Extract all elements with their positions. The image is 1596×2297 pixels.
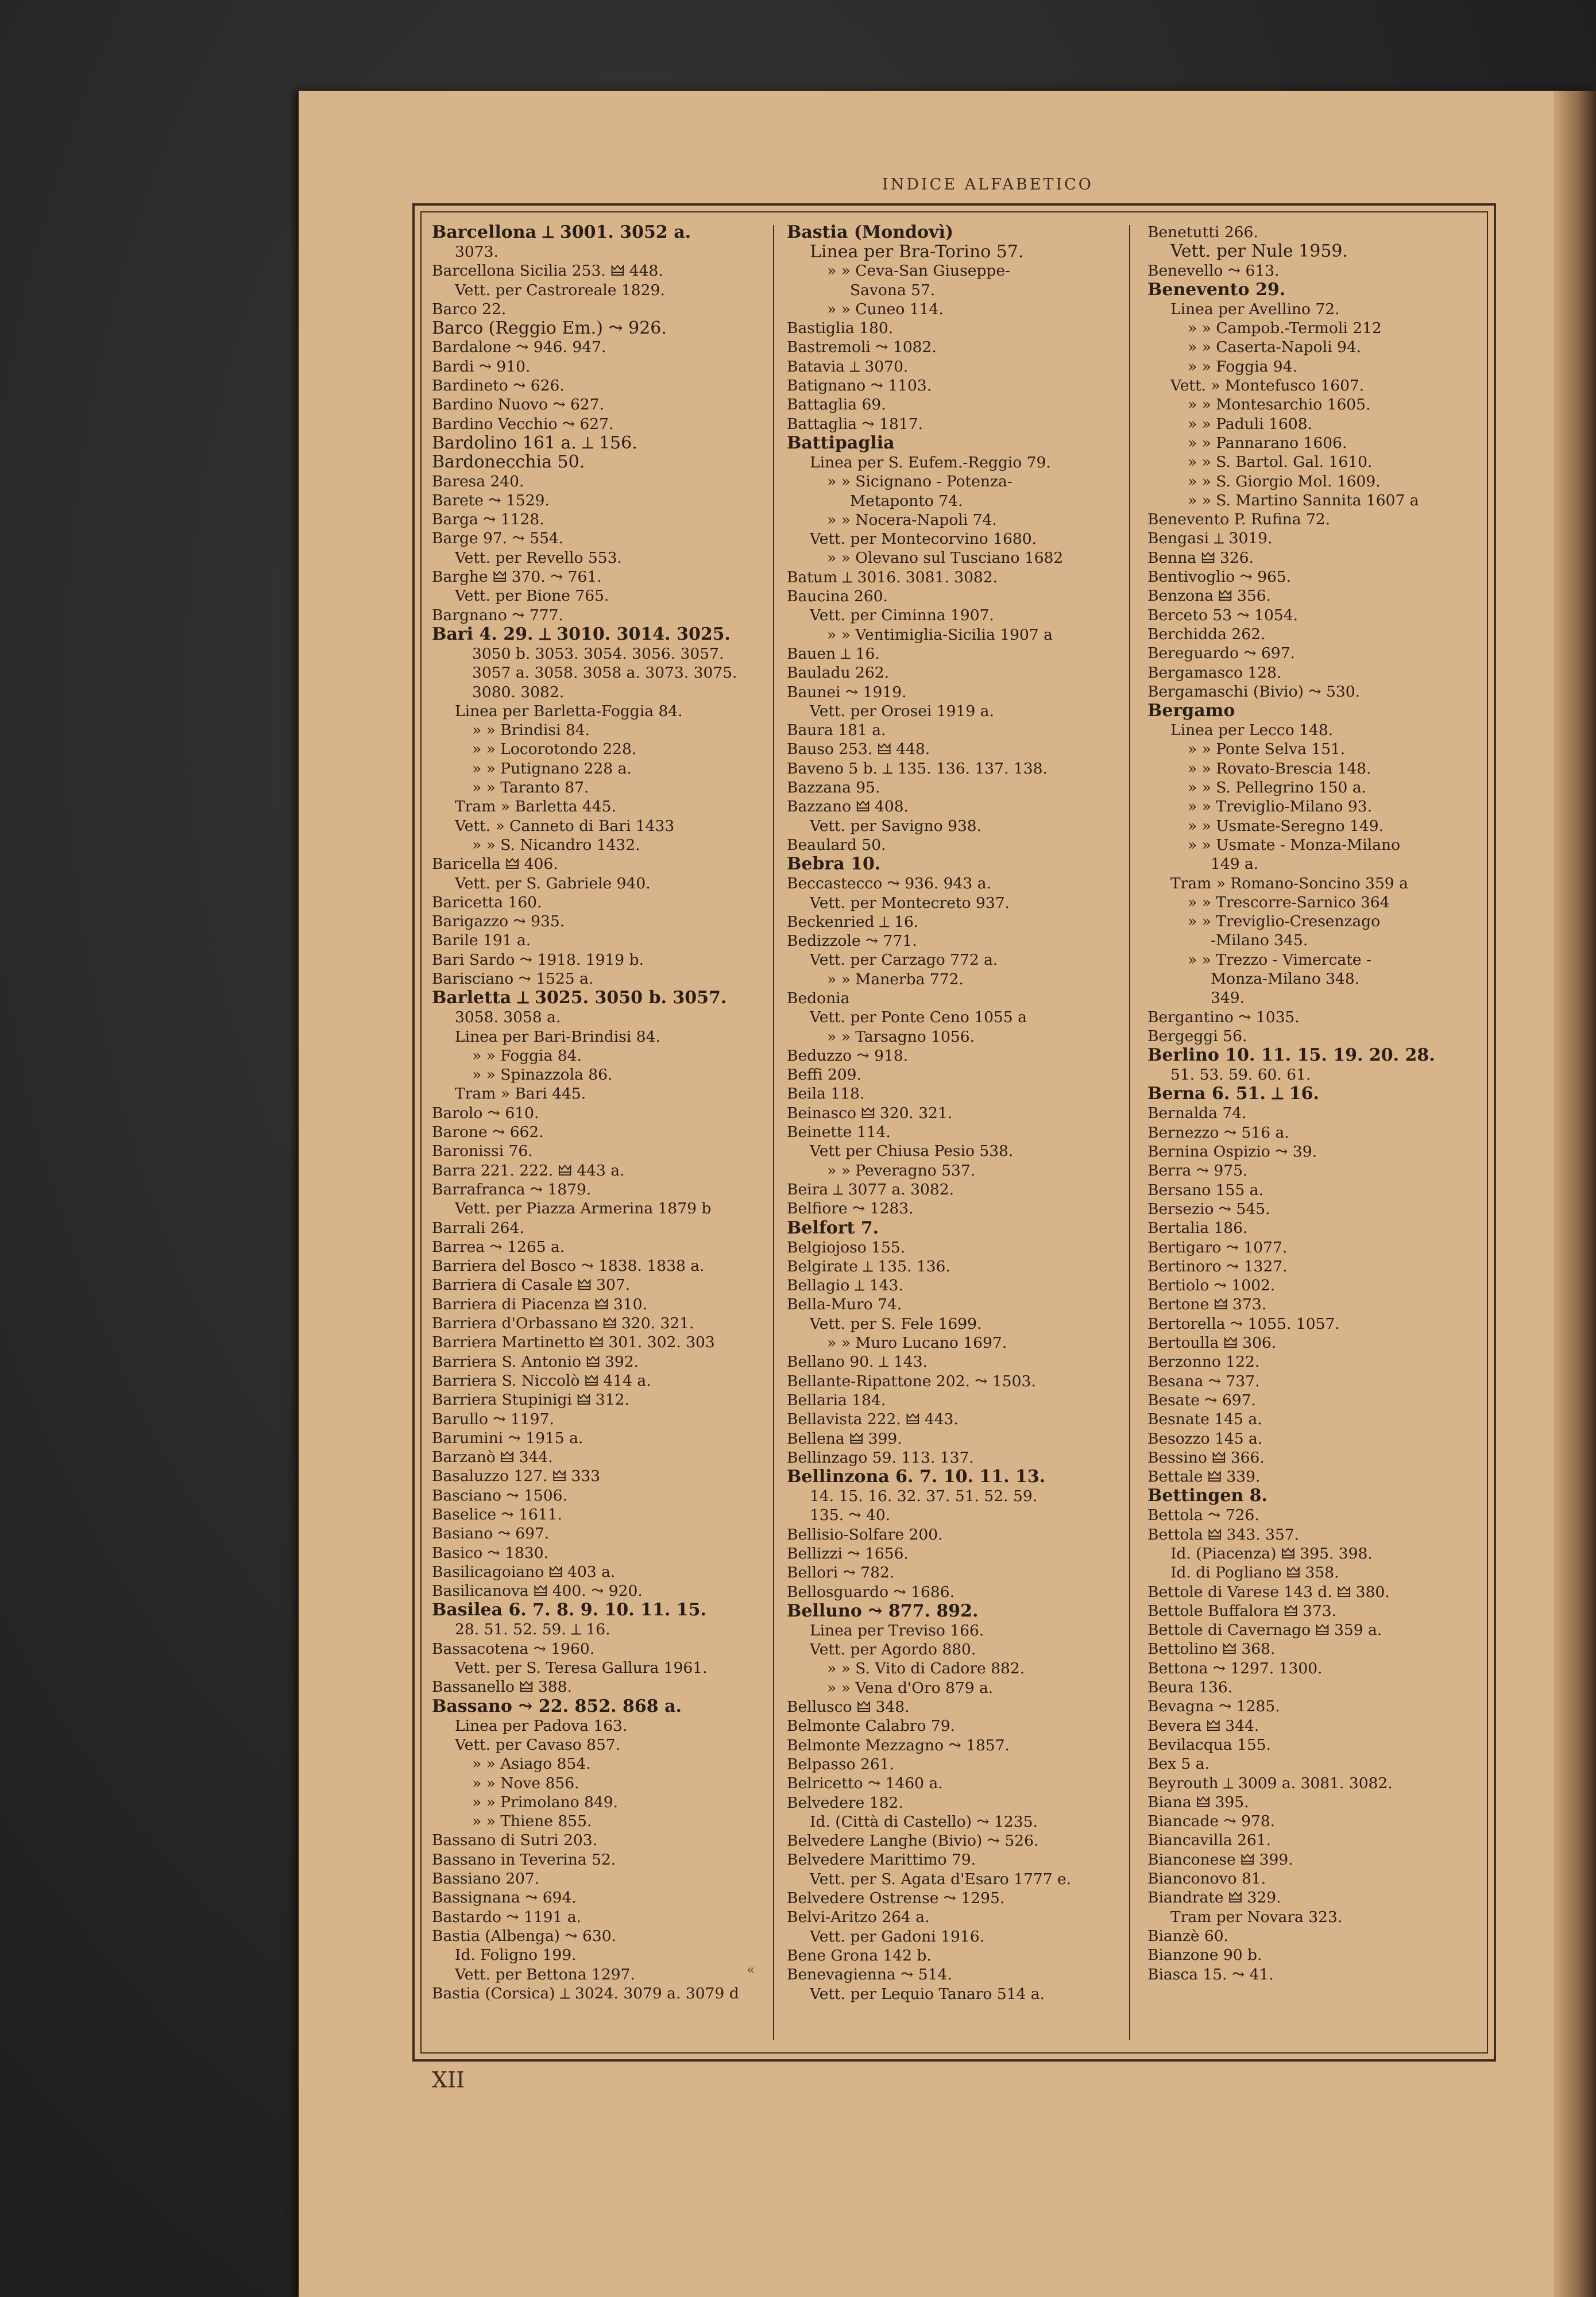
- index-entry: Bevera 🜲 344.: [1147, 1716, 1259, 1735]
- index-entry: Vett. per S. Fele 1699.: [810, 1314, 982, 1333]
- index-entry: Belgirate ⟂ 135. 136.: [787, 1257, 950, 1275]
- index-entry: Battaglia 69.: [787, 396, 886, 414]
- index-entry: Basico ⤳ 1830.: [432, 1544, 549, 1562]
- index-entry: Id. (Città di Castello) ⤳ 1235.: [810, 1812, 1038, 1831]
- index-entry: Vett. per S. Teresa Gallura 1961.: [455, 1659, 708, 1677]
- index-entry: Bauladu 262.: [787, 664, 890, 682]
- index-entry: » » S. Pellegrino 150 a.: [1188, 779, 1367, 797]
- index-entry: » » Primolano 849.: [472, 1793, 619, 1811]
- index-entry: Bersano 155 a.: [1147, 1181, 1263, 1199]
- index-entry: Bassano ⤳ 22. 852. 868 a.: [432, 1696, 682, 1716]
- index-entry: Vett. per Gadoni 1916.: [810, 1927, 984, 1946]
- index-entry: Vett. per S. Gabriele 940.: [455, 874, 651, 892]
- index-entry: Vett. per Montecreto 937.: [810, 894, 1010, 912]
- index-entry: Belricetto ⤳ 1460 a.: [787, 1774, 943, 1793]
- index-entry: Beccastecco ⤳ 936. 943 a.: [787, 875, 991, 893]
- index-entry: » » Ponte Selva 151.: [1188, 740, 1346, 759]
- index-entry: Baresa 240.: [432, 472, 524, 490]
- index-entry: » » Foggia 84.: [472, 1046, 582, 1065]
- index-entry: Baura 181 a.: [787, 721, 886, 740]
- index-entry: Barigazzo ⤳ 935.: [432, 912, 565, 931]
- index-entry: Besnate 145 a.: [1147, 1410, 1262, 1429]
- index-entry: Basilicagoiano 🜲 403 a.: [432, 1563, 616, 1581]
- index-entry: » » Brindisi 84.: [472, 721, 590, 740]
- index-entry: Biandrate 🜲 329.: [1147, 1889, 1281, 1907]
- index-entry: » » Montesarchio 1605.: [1188, 396, 1371, 414]
- index-entry: Berlino 10. 11. 15. 19. 20. 28.: [1147, 1045, 1435, 1066]
- index-entry: Bettole di Cavernago 🜲 359 a.: [1147, 1621, 1382, 1639]
- index-column-2: [787, 223, 1122, 2037]
- index-entry: Linea per Bra-Torino 57.: [810, 242, 1024, 262]
- index-entry: Besana ⤳ 737.: [1147, 1372, 1260, 1390]
- index-entry: » » Olevano sul Tusciano 1682: [827, 549, 1064, 567]
- index-entry: Vett. » Montefusco 1607.: [1170, 377, 1365, 395]
- index-entry: Bereguardo ⤳ 697.: [1147, 644, 1295, 663]
- index-entry: Vett. per Castroreale 1829.: [455, 281, 665, 299]
- index-entry: Linea per Avellino 72.: [1170, 300, 1340, 318]
- index-entry: Bertoulla 🜲 306.: [1147, 1334, 1277, 1352]
- index-entry: Berchidda 262.: [1147, 625, 1266, 643]
- index-entry: Barone ⤳ 662.: [432, 1123, 544, 1142]
- index-entry: Bellano 90. ⟂ 143.: [787, 1353, 928, 1371]
- index-entry: Bertiolo ⤳ 1002.: [1147, 1277, 1276, 1295]
- index-entry: Basciano ⤳ 1506.: [432, 1486, 567, 1505]
- index-entry: Barcellona ⟂ 3001. 3052 a.: [432, 223, 691, 242]
- index-entry: 149 a.: [1211, 855, 1259, 873]
- index-entry: Benzona 🜲 356.: [1147, 587, 1271, 605]
- index-entry: Bellavista 222. 🜲 443.: [787, 1410, 959, 1429]
- index-entry: Bersezio ⤳ 545.: [1147, 1200, 1270, 1218]
- index-entry: Beinasco 🜲 320. 321.: [787, 1104, 953, 1122]
- index-entry: Vett. per Savigno 938.: [810, 817, 982, 835]
- index-entry: Bassano di Sutri 203.: [432, 1831, 598, 1850]
- index-entry: Bianzè 60.: [1147, 1927, 1229, 1945]
- index-entry: Berzonno 122.: [1147, 1353, 1260, 1371]
- index-entry: Bella-Muro 74.: [787, 1296, 902, 1314]
- index-entry: » » S. Vito di Cadore 882.: [827, 1660, 1025, 1678]
- index-entry: Barete ⤳ 1529.: [432, 491, 550, 509]
- index-entry: Belmonte Calabro 79.: [787, 1717, 956, 1735]
- index-entry: Bessino 🜲 366.: [1147, 1448, 1265, 1467]
- index-entry: Bengasi ⟂ 3019.: [1147, 529, 1273, 548]
- index-entry: Vett. per Lequio Tanaro 514 a.: [810, 1985, 1045, 2003]
- index-entry: Bettona ⤳ 1297. 1300.: [1147, 1659, 1323, 1677]
- index-entry: Bargnano ⤳ 777.: [432, 606, 563, 624]
- index-entry: Barriera S. Antonio 🜲 392.: [432, 1352, 639, 1371]
- index-entry: » » Thiene 855.: [472, 1812, 592, 1831]
- index-entry: Berra ⤳ 975.: [1147, 1162, 1248, 1180]
- index-entry: Bassano in Teverina 52.: [432, 1850, 616, 1869]
- index-entry: Bellena 🜲 399.: [787, 1429, 902, 1448]
- index-entry: Biana 🜲 395.: [1147, 1793, 1249, 1811]
- index-entry: Besozzo 145 a.: [1147, 1429, 1263, 1448]
- index-entry: Bettola 🜲 343. 357.: [1147, 1525, 1300, 1544]
- index-entry: » » Ventimiglia-Sicilia 1907 a: [827, 625, 1053, 644]
- column-rule: [1129, 225, 1130, 2040]
- index-entry: Bellisio-Solfare 200.: [787, 1525, 943, 1544]
- index-entry: Bertigaro ⤳ 1077.: [1147, 1238, 1288, 1256]
- index-column-3: [1147, 223, 1479, 2037]
- index-entry: Bettole di Varese 143 d. 🜲 380.: [1147, 1583, 1390, 1601]
- index-entry: » » S. Martino Sannita 1607 a: [1188, 491, 1419, 509]
- index-entry: Bastremoli ⤳ 1082.: [787, 338, 937, 357]
- index-entry: » » S. Nicandro 1432.: [472, 836, 640, 854]
- index-entry: Vett. per Cavaso 857.: [455, 1735, 621, 1754]
- index-entry: Barile 191 a.: [432, 931, 531, 950]
- index-entry: Belpasso 261.: [787, 1755, 894, 1773]
- index-entry: -Milano 345.: [1211, 931, 1308, 950]
- index-column-1: [432, 223, 764, 2037]
- index-entry: Bardonecchia 50.: [432, 452, 585, 473]
- index-entry: » » Peveragno 537.: [827, 1161, 976, 1180]
- index-entry: Battaglia ⤳ 1817.: [787, 415, 923, 433]
- index-entry: Belvedere Marittimo 79.: [787, 1851, 976, 1869]
- index-entry: Basiano ⤳ 697.: [432, 1525, 550, 1543]
- index-entry: Vett. per Bione 765.: [455, 587, 609, 605]
- index-entry: Bardino Nuovo ⤳ 627.: [432, 396, 605, 414]
- index-entry: 3073.: [455, 243, 498, 261]
- index-entry: Bazzano 🜲 408.: [787, 798, 909, 816]
- index-entry: Barumini ⤳ 1915 a.: [432, 1429, 583, 1447]
- index-entry: Bettola ⤳ 726.: [1147, 1506, 1259, 1525]
- index-entry: Batum ⟂ 3016. 3081. 3082.: [787, 568, 998, 586]
- index-entry: Bentivoglio ⤳ 965.: [1147, 568, 1292, 586]
- index-entry: Barriera del Bosco ⤳ 1838. 1838 a.: [432, 1257, 705, 1275]
- index-entry: Bernalda 74.: [1147, 1104, 1247, 1123]
- index-entry: » » Campob.-Termoli 212: [1188, 319, 1382, 338]
- index-entry: Bernina Ospizio ⤳ 39.: [1147, 1143, 1317, 1161]
- index-entry: 349.: [1211, 989, 1245, 1007]
- index-entry: Vett. per Carzago 772 a.: [810, 951, 998, 969]
- index-entry: » » Spinazzola 86.: [472, 1066, 613, 1084]
- index-entry: Berceto 53 ⤳ 1054.: [1147, 606, 1299, 624]
- index-entry: Bettolino 🜲 368.: [1147, 1640, 1276, 1658]
- index-entry: Bauen ⟂ 16.: [787, 644, 880, 663]
- index-entry: Biancavilla 261.: [1147, 1831, 1272, 1850]
- index-entry: » » Ceva-San Giuseppe-: [827, 262, 1010, 280]
- index-entry: Biancade ⤳ 978.: [1147, 1812, 1276, 1831]
- index-entry: Besate ⤳ 697.: [1147, 1391, 1256, 1409]
- index-entry: Barriera di Casale 🜲 307.: [432, 1276, 631, 1294]
- index-entry: Belvedere Ostrense ⤳ 1295.: [787, 1889, 1005, 1908]
- index-entry: Vett. per Ciminna 1907.: [810, 606, 994, 625]
- index-entry: 3080. 3082.: [472, 683, 565, 701]
- index-entry: Bergamasco 128.: [1147, 663, 1282, 682]
- index-entry: Bastia (Corsica) ⟂ 3024. 3079 a. 3079 d: [432, 1984, 739, 2002]
- index-entry: » » Locorotondo 228.: [472, 740, 637, 759]
- index-entry: » » Tarsagno 1056.: [827, 1027, 975, 1046]
- index-entry: » » Caserta-Napoli 94.: [1188, 338, 1362, 357]
- index-entry: Vett. per S. Agata d'Esaro 1777 e.: [810, 1870, 1072, 1888]
- index-entry: Bene Grona 142 b.: [787, 1946, 932, 1965]
- index-entry: » » Pannarano 1606.: [1188, 434, 1347, 452]
- index-entry: Barolo ⤳ 610.: [432, 1104, 539, 1122]
- index-entry: » » Manerba 772.: [827, 970, 964, 988]
- index-entry: Beira ⟂ 3077 a. 3082.: [787, 1180, 954, 1198]
- index-entry: Bianzone 90 b.: [1147, 1946, 1262, 1965]
- index-entry: Benevento P. Rufina 72.: [1147, 511, 1331, 529]
- index-entry: Barghe 🜲 370. ⤳ 761.: [432, 568, 602, 586]
- index-entry: 51. 53. 59. 60. 61.: [1170, 1066, 1311, 1084]
- index-entry: Bevagna ⤳ 1285.: [1147, 1697, 1280, 1716]
- index-entry: Bellusco 🜲 348.: [787, 1698, 910, 1716]
- index-entry: Baricetta 160.: [432, 893, 542, 911]
- index-entry: 28. 51. 52. 59. ⟂ 16.: [455, 1621, 610, 1639]
- index-entry: Bertone 🜲 373.: [1147, 1296, 1267, 1314]
- index-entry: Barzanò 🜲 344.: [432, 1448, 553, 1467]
- index-entry: Bardino Vecchio ⤳ 627.: [432, 415, 614, 433]
- index-entry: Bassanello 🜲 388.: [432, 1678, 572, 1696]
- index-entry: » » Trezzo - Vimercate -: [1188, 950, 1371, 969]
- index-entry: Belvedere 182.: [787, 1793, 903, 1812]
- index-entry: Bertorella ⤳ 1055. 1057.: [1147, 1314, 1340, 1333]
- index-entry: Vett. per Montecorvino 1680.: [810, 530, 1037, 548]
- index-entry: » » Vena d'Oro 879 a.: [827, 1679, 994, 1697]
- index-entry: Bellizzi ⤳ 1656.: [787, 1545, 909, 1563]
- index-entry: Bex 5 a.: [1147, 1755, 1210, 1773]
- index-entry: Berna 6. 51. ⟂ 16.: [1147, 1084, 1319, 1104]
- index-entry: Benevello ⤳ 613.: [1147, 261, 1280, 280]
- index-entry: » » Usmate-Seregno 149.: [1188, 817, 1384, 835]
- index-entry: » » Rovato-Brescia 148.: [1188, 759, 1371, 778]
- index-entry: 3057 a. 3058. 3058 a. 3073. 3075.: [472, 664, 737, 682]
- index-entry: Bergamo: [1147, 701, 1235, 721]
- index-entry: Benetutti 266.: [1147, 223, 1258, 241]
- index-entry: Batignano ⤳ 1103.: [787, 377, 932, 395]
- index-entry: » » S. Giorgio Mol. 1609.: [1188, 472, 1381, 490]
- index-entry: 135. ⤳ 40.: [810, 1506, 891, 1525]
- index-entry: » » Putignano 228 a.: [472, 759, 632, 778]
- index-entry: Barisciano ⤳ 1525 a.: [432, 969, 594, 988]
- index-entry: Bardineto ⤳ 626.: [432, 377, 565, 395]
- index-entry: Belvedere Langhe (Bivio) ⤳ 526.: [787, 1832, 1039, 1850]
- index-entry: » » Nocera-Napoli 74.: [827, 511, 997, 529]
- index-entry: Belfiore ⤳ 1283.: [787, 1200, 914, 1218]
- index-entry: Baselice ⤳ 1611.: [432, 1506, 562, 1523]
- index-entry: Batavia ⟂ 3070.: [787, 357, 909, 376]
- index-entry: Bellosguardo ⤳ 1686.: [787, 1583, 954, 1601]
- index-entry: Bellori ⤳ 782.: [787, 1564, 895, 1582]
- index-entry: Belgiojoso 155.: [787, 1238, 906, 1256]
- index-entry: Barra 221. 222. 🜲 443 a.: [432, 1161, 625, 1180]
- index-entry: » » Usmate - Monza-Milano: [1188, 836, 1401, 854]
- index-entry: Basilicanova 🜲 400. ⤳ 920.: [432, 1582, 643, 1600]
- index-entry: Barcellona Sicilia 253. 🜲 448.: [432, 262, 663, 280]
- index-entry: Belfort 7.: [787, 1217, 879, 1238]
- index-entry: Bastia (Albenga) ⤳ 630.: [432, 1927, 617, 1945]
- index-entry: Linea per Padova 163.: [455, 1716, 628, 1735]
- index-entry: » » Asiago 854.: [472, 1755, 591, 1773]
- index-entry: Id. (Piacenza) 🜲 395. 398.: [1170, 1545, 1373, 1563]
- index-entry: Bergantino ⤳ 1035.: [1147, 1008, 1300, 1026]
- index-entry: Barge 97. ⤳ 554.: [432, 529, 564, 548]
- index-entry: Bastia (Mondovì): [787, 223, 954, 242]
- index-entry: Bevilacqua 155.: [1147, 1735, 1271, 1754]
- index-entry: Bebra 10.: [787, 854, 881, 875]
- index-entry: Linea per S. Eufem.-Reggio 79.: [810, 453, 1051, 471]
- index-entry: » » Treviglio-Milano 93.: [1188, 798, 1373, 816]
- index-entry: Linea per Bari-Brindisi 84.: [455, 1027, 660, 1046]
- index-entry: Basilea 6. 7. 8. 9. 10. 11. 15.: [432, 1600, 706, 1621]
- index-entry: Vett. per Ponte Ceno 1055 a: [810, 1008, 1027, 1027]
- index-entry: Biasca 15. ⤳ 41.: [1147, 1965, 1274, 1983]
- index-entry: Beila 118.: [787, 1085, 865, 1103]
- index-entry: » » Trescorre-Sarnico 364: [1188, 893, 1390, 911]
- index-entry: Tram » Barletta 445.: [455, 798, 616, 816]
- index-entry: Id. Foligno 199.: [455, 1946, 577, 1965]
- index-entry: Belvi-Aritzo 264 a.: [787, 1908, 930, 1927]
- index-entry: Vett per Chiusa Pesio 538.: [810, 1142, 1014, 1161]
- index-entry: Bertinoro ⤳ 1327.: [1147, 1257, 1288, 1275]
- index-entry: Bettole Buffalora 🜲 373.: [1147, 1602, 1337, 1620]
- column-rule: [773, 225, 774, 2040]
- index-entry: Vett. per Bettona 1297.: [455, 1965, 635, 1983]
- page-edge: [1554, 91, 1596, 2297]
- index-entry: » » Taranto 87.: [472, 779, 589, 797]
- index-entry: » » Treviglio-Cresenzago: [1188, 912, 1381, 931]
- index-entry: Beffi 209.: [787, 1066, 861, 1084]
- index-entry: Baricella 🜲 406.: [432, 855, 558, 873]
- index-entry: Bianconese 🜲 399.: [1147, 1850, 1293, 1869]
- index-entry: Battipaglia: [787, 432, 895, 453]
- index-entry: Baronissi 76.: [432, 1142, 533, 1161]
- index-entry: Bergeggi 56.: [1147, 1027, 1247, 1045]
- index-entry: » » Nove 856.: [472, 1774, 579, 1792]
- index-entry: » » Cuneo 114.: [827, 300, 944, 318]
- index-entry: Bellinzona 6. 7. 10. 11. 13.: [787, 1467, 1046, 1487]
- index-entry: Barriera S. Niccolò 🜲 414 a.: [432, 1371, 651, 1390]
- index-entry: Vett. per Nule 1959.: [1170, 241, 1348, 262]
- index-entry: Bertalia 186.: [1147, 1219, 1248, 1238]
- index-entry: Tram » Romano-Soncino 359 a: [1170, 874, 1408, 892]
- index-entry: Barriera Stupinigi 🜲 312.: [432, 1391, 629, 1409]
- index-entry: Barriera di Piacenza 🜲 310.: [432, 1295, 647, 1313]
- index-entry: Monza-Milano 348.: [1211, 969, 1360, 988]
- index-entry: Beinette 114.: [787, 1123, 891, 1142]
- index-entry: Benna 🜲 326.: [1147, 548, 1254, 567]
- index-entry: Belmonte Mezzagno ⤳ 1857.: [787, 1736, 1010, 1754]
- index-entry: Basaluzzo 127. 🜲 333: [432, 1467, 601, 1486]
- index-entry: Bettale 🜲 339.: [1147, 1468, 1261, 1486]
- index-entry: Bernezzo ⤳ 516 a.: [1147, 1123, 1289, 1142]
- index-entry: Vett. per Agordo 880.: [810, 1641, 976, 1659]
- index-entry: Baunei ⤳ 1919.: [787, 683, 907, 701]
- index-entry: Barrali 264.: [432, 1219, 524, 1237]
- index-entry: Baveno 5 b. ⟂ 135. 136. 137. 138.: [787, 759, 1048, 778]
- index-entry: » » Foggia 94.: [1188, 357, 1297, 376]
- index-entry: » » Paduli 1608.: [1188, 415, 1312, 433]
- index-entry: Bardi ⤳ 910.: [432, 357, 531, 376]
- index-entry: Bassacotena ⤳ 1960.: [432, 1639, 595, 1658]
- index-entry: Savona 57.: [850, 281, 936, 299]
- index-entry: Beyrouth ⟂ 3009 a. 3081. 3082.: [1147, 1774, 1393, 1792]
- index-entry: » » Sicignano - Potenza-: [827, 473, 1013, 491]
- index-entry: Id. di Pogliano 🜲 358.: [1170, 1564, 1339, 1582]
- index-entry: Vett. per Orosei 1919 a.: [810, 702, 994, 720]
- index-entry: Bellagio ⟂ 143.: [787, 1277, 903, 1295]
- index-entry: Bianconovo 81.: [1147, 1870, 1266, 1888]
- index-entry: Barletta ⟂ 3025. 3050 b. 3057.: [432, 988, 727, 1008]
- index-entry: Bardalone ⤳ 946. 947.: [432, 338, 606, 357]
- index-entry: Bastardo ⤳ 1191 a.: [432, 1908, 582, 1926]
- index-entry: Barriera Martinetto 🜲 301. 302. 303: [432, 1333, 715, 1352]
- index-entry: 3050 b. 3053. 3054. 3056. 3057.: [472, 644, 724, 663]
- index-entry: Beduzzo ⤳ 918.: [787, 1046, 909, 1065]
- index-entry: Barga ⤳ 1128.: [432, 511, 544, 529]
- index-entry: Beura 136.: [1147, 1679, 1233, 1697]
- index-entry: Benevagienna ⤳ 514.: [787, 1966, 952, 1984]
- index-entry: Vett. per Revello 553.: [455, 548, 622, 567]
- index-entry: Linea per Barletta-Foggia 84.: [455, 702, 683, 720]
- index-entry: Bassignana ⤳ 694.: [432, 1889, 577, 1907]
- index-entry: Bauso 253. 🜲 448.: [787, 740, 930, 759]
- index-entry: Bassiano 207.: [432, 1870, 540, 1888]
- running-head: INDICE ALFABETICO: [882, 176, 1093, 194]
- index-entry: Vett. per Piazza Armerina 1879 b: [455, 1200, 712, 1218]
- index-entry: Beaulard 50.: [787, 836, 886, 854]
- index-entry: Bazzana 95.: [787, 779, 880, 797]
- index-entry: Bellinzago 59. 113. 137.: [787, 1448, 974, 1467]
- index-entry: Bastiglia 180.: [787, 319, 894, 338]
- index-entry: Bari 4. 29. ⟂ 3010. 3014. 3025.: [432, 624, 731, 644]
- index-entry: Bellaria 184.: [787, 1391, 886, 1409]
- index-entry: Bari Sardo ⤳ 1918. 1919 b.: [432, 950, 644, 969]
- index-entry: Barco 22.: [432, 300, 507, 318]
- index-entry: Barrea ⤳ 1265 a.: [432, 1238, 565, 1256]
- index-entry: Beckenried ⟂ 16.: [787, 912, 919, 931]
- index-entry: » » Muro Lucano 1697.: [827, 1334, 1007, 1352]
- index-entry: Barullo ⤳ 1197.: [432, 1410, 554, 1428]
- index-entry: Baucina 260.: [787, 587, 888, 606]
- index-entry: Vett. » Canneto di Bari 1433: [455, 817, 675, 835]
- index-entry: 3058. 3058 a.: [455, 1008, 561, 1027]
- index-entry: Bardolino 161 a. ⟂ 156.: [432, 432, 637, 453]
- index-entry: Benevento 29.: [1147, 279, 1286, 300]
- index-entry: Linea per Lecco 148.: [1170, 721, 1334, 740]
- index-entry: Barriera d'Orbassano 🜲 320. 321.: [432, 1314, 694, 1333]
- index-entry: Belluno ⤳ 877. 892.: [787, 1600, 979, 1621]
- index-entry: Tram » Bari 445.: [455, 1085, 586, 1103]
- index-entry: Bergamaschi (Bivio) ⤳ 530.: [1147, 682, 1361, 701]
- index-entry: Barrafranca ⤳ 1879.: [432, 1180, 592, 1198]
- page-number: XII: [432, 2067, 465, 2093]
- index-entry: » » S. Bartol. Gal. 1610.: [1188, 453, 1373, 471]
- index-entry: Tram per Novara 323.: [1170, 1908, 1343, 1926]
- index-entry: Bedonia: [787, 989, 850, 1007]
- index-entry: 14. 15. 16. 32. 37. 51. 52. 59.: [810, 1487, 1038, 1506]
- index-entry: Metaponto 74.: [850, 492, 963, 510]
- index-entry: Bellante-Ripattone 202. ⤳ 1503.: [787, 1372, 1036, 1390]
- index-entry: Bettingen 8.: [1147, 1486, 1268, 1506]
- pencil-mark: «: [747, 1962, 755, 1978]
- index-entry: Linea per Treviso 166.: [810, 1621, 984, 1639]
- index-entry: Bedizzole ⤳ 771.: [787, 932, 917, 950]
- index-entry: Barco (Reggio Em.) ⤳ 926.: [432, 318, 667, 339]
